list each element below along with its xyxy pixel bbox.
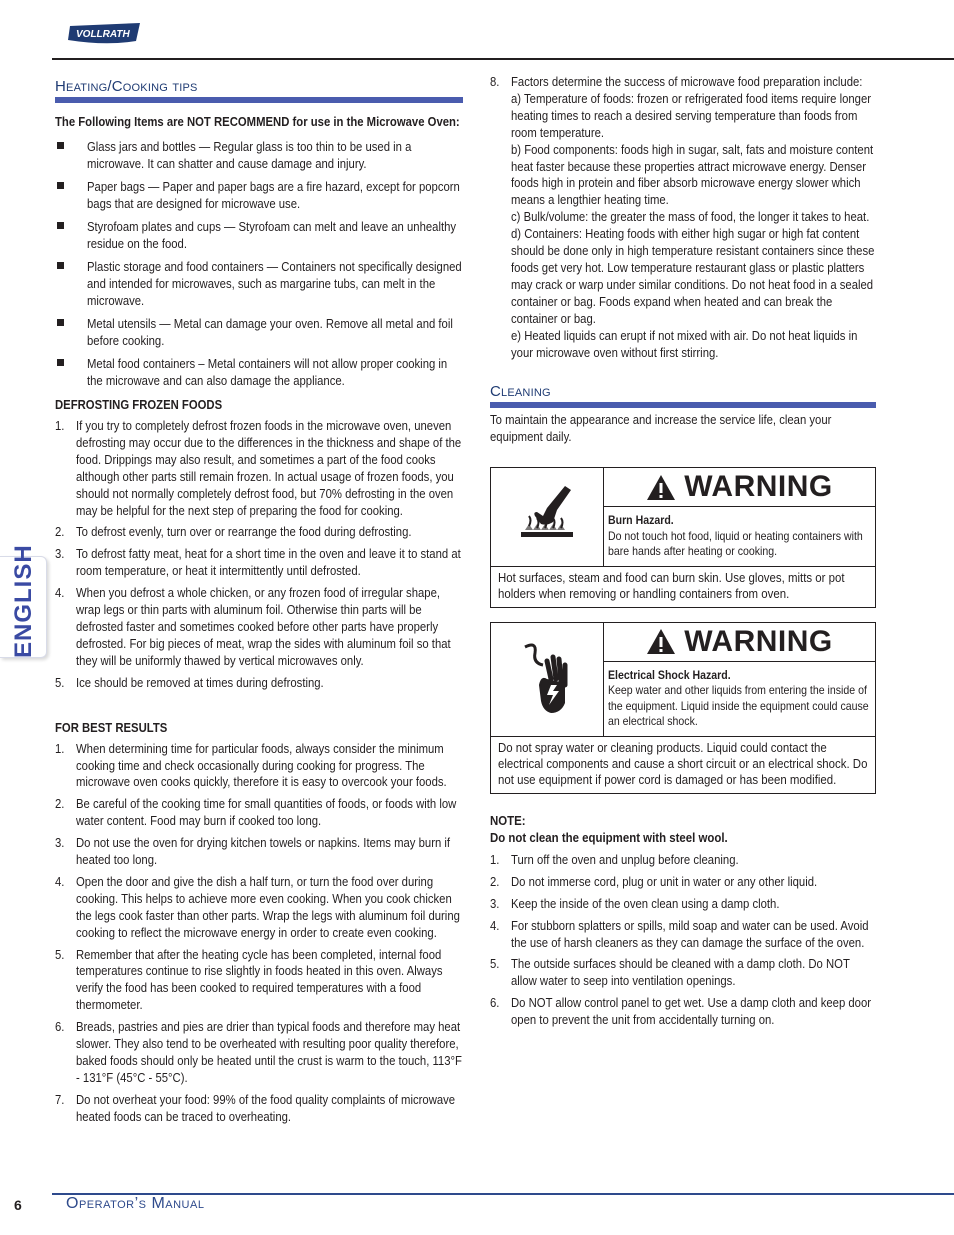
note-text: Do not clean the equipment with steel wool. — [490, 829, 728, 845]
list-item: 1. If you try to completely defrost frozen foods in the microwave oven, uneven defrosting may occur due to the differences in the thickness and shape of the food. Drippings may also result, and sometimes a part of the food cooks although other parts still remain frozen. In actual usage of frozen foods, you should not normally completely defrost food, but 70% defrosting in the oven may be helpful for the next step of preparing the food for cooking. — [55, 418, 462, 518]
list-item: 5. The outside surfaces should be cleaned with a damp cloth. Do NOT allow water to seep into ventilation openings. — [490, 956, 850, 989]
list-item: 4. Open the door and give the dish a half turn, or turn the food over during cooking. This helps to achieve more even cooking. When you cook chicken the legs cook faster than other parts. Wrap the legs with aluminum foil during cooking to reflect the microwave energy in order to create even cooking. — [55, 873, 460, 940]
not-recommended-intro: The Following Items are NOT RECOMMEND for use in the Microwave Oven: — [55, 114, 460, 129]
factors-list — [490, 74, 876, 361]
list-item: 3. To defrost fatty meat, heat for a short time in the oven and leave it to stand at room temperature, or heat it intermittently until defrosted. — [55, 546, 461, 579]
list-item: 5. Remember that after the heating cycle has been completed, internal food temperatures continue to rise slightly in foods heated in this oven. Always verify the food has been cooked to required temperatures with a food thermometer. — [55, 946, 443, 1013]
burn-hazard-desc: Do not touch hot food, liquid or heating containers with bare hands after heating or cooking. — [608, 528, 863, 559]
list-item: 2. Be careful of the cooking time for small quantities of foods, or foods with low water content. Food may burn if cooked too long. — [55, 796, 457, 829]
list-item: 4. For stubborn splatters or spills, mild soap and water can be used. Avoid the use of harsh cleaners as they can damage the surface of the oven. — [490, 917, 869, 950]
language-tab — [0, 544, 48, 658]
list-item: Glass jars and bottles — Regular glass is too thin to be used in a microwave. It can shatter and cause damage and injury. — [55, 138, 463, 172]
list-item: 6. Breads, pastries and pies are drier than typical foods and therefore may heat slower. They also tend to be overheated with resulting poor quality therefore, baked foods should only be heated until the crust is warm to the touch, 113°F - 131°F (45°C - 55°C). — [55, 1019, 462, 1085]
best-results-list — [55, 741, 463, 1126]
not-recommended-list — [55, 138, 463, 389]
right-column — [490, 74, 876, 1034]
cleaning-steps-list — [490, 852, 876, 1029]
footer-title: Operator’s Manual — [66, 1195, 205, 1212]
defrosting-list — [55, 418, 463, 692]
note-label: NOTE: — [490, 812, 526, 828]
bullet-square-icon — [57, 319, 64, 326]
burn-hazard-label: Burn Hazard. — [608, 513, 674, 528]
brand-text: VOLLRATH — [76, 29, 130, 40]
list-item: 1. When determining time for particular foods, always consider the minimum cooking time and check occasionally during cooking for progress. The microwave oven cooks quickly, therefore it is easy to overcook your foods. — [55, 740, 447, 790]
bullet-square-icon — [57, 359, 64, 366]
defrosting-heading: DEFROSTING FROZEN FOODS — [55, 397, 223, 412]
bullet-square-icon — [57, 222, 64, 229]
bullet-square-icon — [57, 142, 64, 149]
bullet-square-icon — [57, 262, 64, 269]
page-number: 6 — [14, 1197, 22, 1213]
list-item: Plastic storage and food containers — Containers not specifically designed and intended for microwaves, such as margarine tubs, can melt in the microwave. — [55, 258, 463, 309]
shock-hazard-label: Electrical Shock Hazard. — [608, 667, 731, 682]
list-item: 5. Ice should be removed at times during defrosting. — [55, 674, 324, 690]
warning-title: WARNING — [604, 468, 875, 507]
best-results-heading: FOR BEST RESULTS — [55, 719, 168, 735]
list-item: Metal utensils — Metal can damage your oven. Remove all metal and foil before cooking. — [55, 315, 463, 349]
list-item: 3. Keep the inside of the oven clean using a damp cloth. — [490, 895, 780, 911]
list-item: 6. Do NOT allow control panel to get wet. Use a damp cloth and keep door open to prevent the unit from accidentally turning on. — [490, 995, 872, 1028]
language-tab-label: ENGLISH — [10, 544, 37, 658]
list-item: Metal food containers – Metal containers will not allow proper cooking in the microwave and can also damage the appliance. — [55, 355, 463, 389]
shock-hazard-desc: Keep water and other liquids from entering the inside of the equipment. Liquid inside the equipment could cause an electrical shock. — [608, 683, 869, 729]
list-item: Paper bags — Paper and paper bags are a fire hazard, except for popcorn bags that are designed for microwave use. — [55, 178, 463, 212]
left-column — [55, 78, 463, 1131]
shock-warning-text: Do not spray water or cleaning products. Liquid could contact the electrical components and cause a short circuit or an electrical shock. Do not use equipment if power cord is damaged or has been modified. — [498, 739, 868, 787]
burn-hazard-icon — [491, 468, 604, 566]
vollrath-logo — [66, 20, 144, 46]
cleaning-intro: To maintain the appearance and increase the service life, clean your equipment daily. — [490, 412, 832, 444]
bullet-square-icon — [57, 182, 64, 189]
burn-warning-box — [490, 467, 876, 608]
warning-title: WARNING — [604, 623, 875, 662]
list-item: 4. When you defrost a whole chicken, or any frozen food of irregular shape, wrap legs or thin parts with aluminum foil. Otherwise thin parts will be defrosted faster and sometimes cooked before other parts have properly defrosted. For big pieces of meat, wrap the sides with aluminum foil so that they will be uniformly thawed by vertical microwaves only. — [55, 585, 451, 668]
list-item: Styrofoam plates and cups — Styrofoam can melt and leave an unhealthy residue on the food. — [55, 218, 463, 252]
header-rule — [52, 58, 954, 60]
list-item: 1. Turn off the oven and unplug before cleaning. — [490, 851, 739, 867]
shock-warning-box — [490, 622, 876, 794]
cleaning-heading: Cleaning — [490, 383, 876, 408]
warning-triangle-icon — [646, 474, 676, 501]
list-item: 2. To defrost evenly, turn over or rearrange the food during defrosting. — [55, 524, 412, 540]
list-item: 8. Factors determine the success of microwave food preparation include: a) Temperature of foods: frozen or refrigerated food items require longer heating times to reach a desired serving temperature than foods from room temperature. b) Food components: foods high in sugar, salt, fats and moisture content heat faster because these properties attract microwave energy. Denser foods high in protein and fiber absorb microwave energy slower which means a lengthier heating time. c) Bulk/volume: the greater the mass of food, the longer it takes to heat. d) Containers: Heating foods with either high sugar or high fat content should be done only in high temperature resistant containers since these foods get very hot. Low temperature restaurant glass or plastic platters may crack or warp under similar conditions. Do not heat food in a sealed container or bag. Foods expand when heated and can break the container or bag. e) Heated liquids can erupt if not mixed with air. Do not heat liquids in your microwave oven without first stirring. — [490, 74, 875, 360]
list-item: 7. Do not overheat your food: 99% of the food quality complaints of microwave heated foods can be traced to overheating. — [55, 1091, 456, 1124]
list-item: 3. Do not use the oven for drying kitchen towels or napkins. Items may burn if heated too long. — [55, 835, 451, 868]
list-item: 2. Do not immerse cord, plug or unit in water or any other liquid. — [490, 873, 818, 889]
heating-cooking-heading: Heating/Cooking tips — [55, 78, 463, 103]
burn-warning-text: Hot surfaces, steam and food can burn skin. Use gloves, mitts or pot holders when removing or handling containers from oven. — [498, 569, 845, 601]
warning-triangle-icon — [646, 628, 676, 655]
electric-shock-icon — [491, 623, 604, 736]
